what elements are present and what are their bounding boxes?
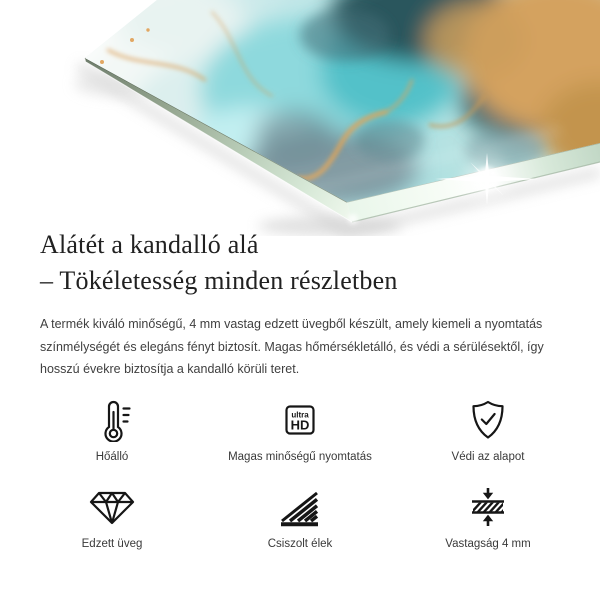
feature-item-polished-edges xyxy=(206,485,394,550)
page-title xyxy=(40,227,398,298)
thickness-icon xyxy=(465,485,511,529)
feature-label: Hőálló xyxy=(95,451,129,463)
feature-label: Védi az alapot xyxy=(451,451,525,463)
ultra-hd-icon xyxy=(280,400,320,440)
diamond-icon xyxy=(89,487,135,527)
polished-edge-icon xyxy=(277,486,323,528)
feature-item-protects-base xyxy=(394,398,582,463)
feature-grid xyxy=(18,398,582,550)
page-title-line1: Alátét a kandalló alá xyxy=(40,230,259,259)
product-photo xyxy=(0,0,600,236)
product-description: A termék kiváló minőségű, 4 mm vastag edzett üvegből készült, amely kiemeli a nyomtatás színmélységét és elegáns fényt biztosít. Magas hőmérsékletálló, és védi a sérülésektől, így hosszú évekre biztosítja a kandalló körüli teret. xyxy=(40,317,544,376)
feature-item-high-quality-print xyxy=(206,398,394,463)
corner-glint xyxy=(348,214,358,224)
feature-label: Csiszolt élek xyxy=(267,538,333,550)
feature-item-tempered-glass xyxy=(18,485,206,550)
feature-label: Magas minőségű nyomtatás xyxy=(228,451,372,463)
feature-item-heat-resistant xyxy=(18,398,206,463)
glass-panel-image xyxy=(0,0,600,236)
feature-label: Edzett üveg xyxy=(81,538,143,550)
feature-item-thickness-4mm xyxy=(394,485,582,550)
ultra-hd-text-top: ultra xyxy=(291,410,309,420)
page-title-line2: – Tökéletesség minden részletben xyxy=(40,265,398,295)
feature-label: Vastagság 4 mm xyxy=(445,538,531,550)
shield-check-icon xyxy=(466,398,510,442)
ultra-hd-text-bottom: HD xyxy=(290,417,310,433)
thermometer-icon xyxy=(92,398,132,442)
